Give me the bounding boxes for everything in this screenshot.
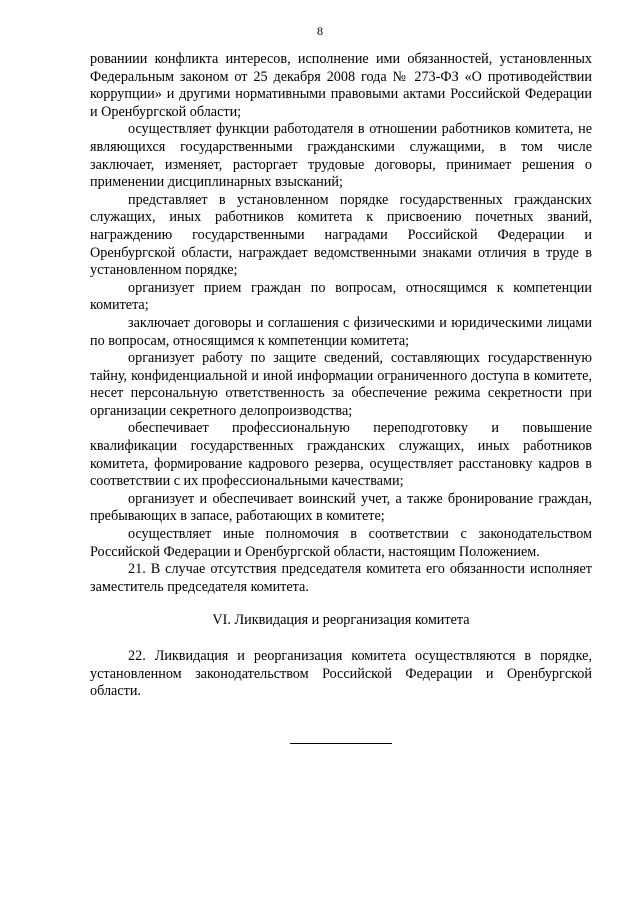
section-heading: VI. Ликвидация и реорганизация комитета — [212, 612, 470, 629]
paragraph-awards: представляет в установленном порядке государственных гражданских служащих, иных работников комитета к присвоению почетных званий, награждению государственными наградами Российской Федерации и Оренбургской области, награждает ведомственными знаками отличия в труде в установленном порядке; — [90, 191, 592, 279]
paragraph-military-registration: организует и обеспечивает воинский учет, а также бронирование граждан, пребывающих в запасе, работающих в комитете; — [90, 490, 592, 525]
paragraph-22: 22. Ликвидация и реорганизация комитета осуществляются в порядке, установленном законодательством Российской Федерации и Оренбургской области. — [90, 648, 592, 700]
paragraph-continuation: рованиии конфликта интересов, исполнение ими обязанностей, установленных Федеральным законом от 25 декабря 2008 года № 273-ФЗ «О противодействии коррупции» и другими нормативными правовыми актами Российской Федерации и Оренбургской области; — [90, 51, 592, 120]
paragraph-state-secret: организует работу по защите сведений, составляющих государственную тайну, конфиденциальной и иной информации ограниченного доступа в комитете, несет персональную ответственность за обеспечение режима секретности при организации секретного делопроизводства; — [90, 350, 592, 419]
paragraph-other-powers: осуществляет иные полномочия в соответствии с законодательством Российской Федерации и Оренбургской области, настоящим Положением. — [90, 526, 592, 560]
paragraph-citizen-reception: организует прием граждан по вопросам, относящимся к компетенции комитета; — [90, 279, 592, 314]
paragraph-contracts: заключает договоры и соглашения с физическими и юридическими лицами по вопросам, относящимся к компетенции комитета; — [90, 314, 592, 349]
paragraph-training: обеспечивает профессиональную переподготовку и повышение квалификации государственных гражданских служащих, иных работников комитета, формирование кадрового резерва, осуществляет расстановку кадров в соответствии с их профессиональными качествами; — [90, 420, 592, 490]
paragraph-21: 21. В случае отсутствия председателя комитета его обязанности исполняет заместитель председателя комитета. — [90, 561, 592, 595]
paragraph-employer-functions: осуществляет функции работодателя в отношении работников комитета, не являющихся государственными гражданскими служащими, в том числе заключает, изменяет, расторгает трудовые договоры, принимает решения о применении дисциплинарных взысканий; — [90, 121, 592, 191]
document-body — [90, 51, 592, 701]
page-number: 8 — [317, 24, 323, 38]
end-separator-line — [290, 743, 392, 744]
